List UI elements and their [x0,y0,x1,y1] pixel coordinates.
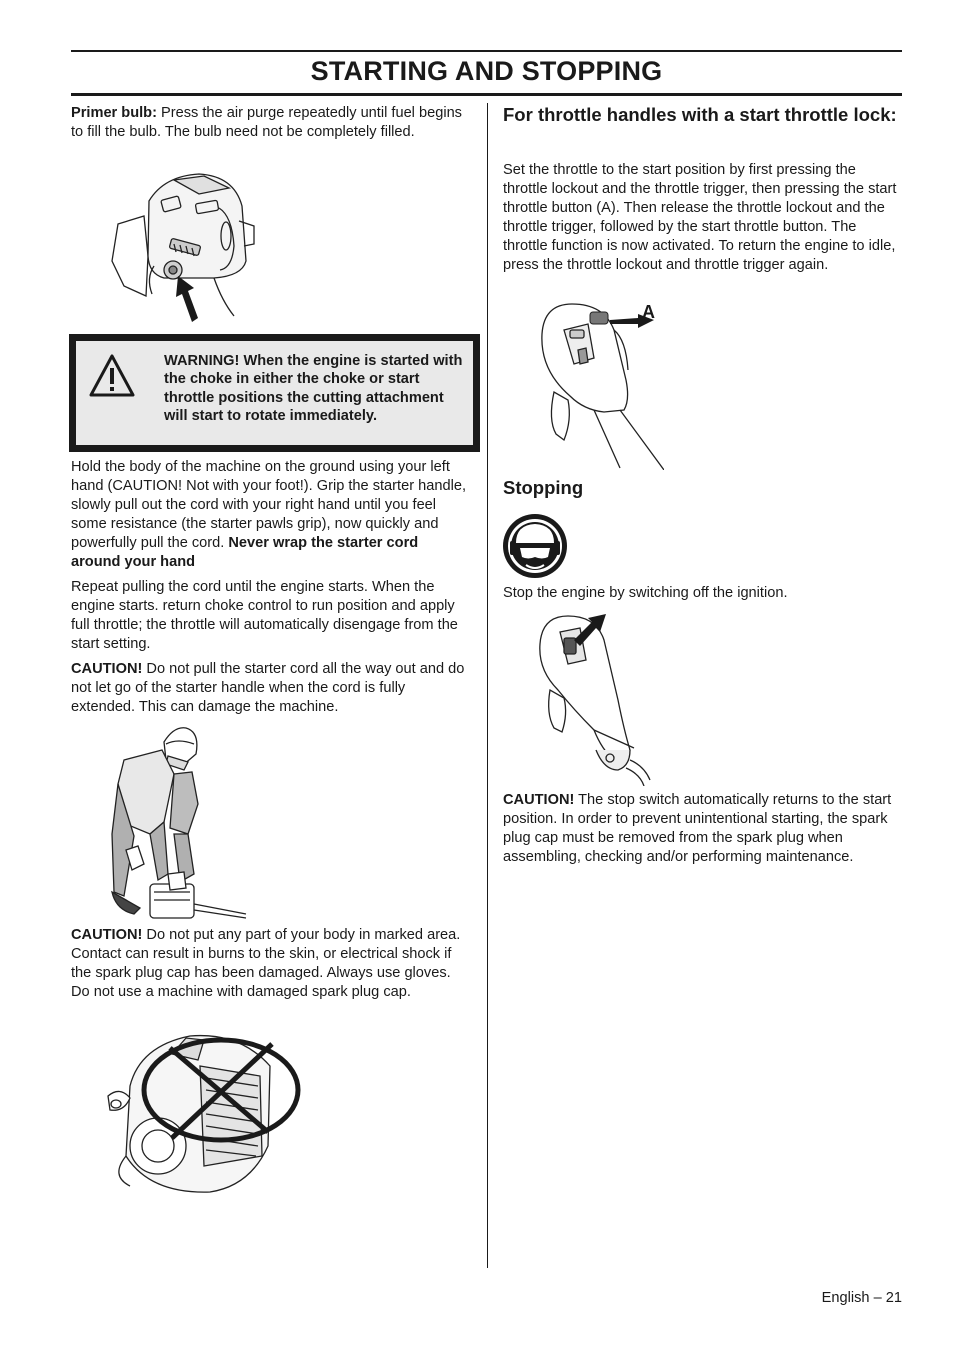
hold-machine-paragraph [71,458,471,571]
hold-machine-text: Hold the body of the machine on the ground using your left hand (CAUTION! Not with your foot!). Grip the starter handle, slowly pull out the cord with your right hand until you feel some resistance (the starter pawls grip), now quickly and powerfully pull the cord. [71,459,467,551]
caution-starter-cord-paragraph [71,660,471,717]
throttle-lock-heading: For throttle handles with a start throttle lock: [503,104,897,125]
hold-machine-bold: Never wrap the starter cord around your hand [71,534,419,570]
caution-spark-plug-paragraph [71,926,471,1002]
caution-label: CAUTION! [71,927,143,943]
stop-switch-illustration [534,610,670,786]
stopping-paragraph: Stop the engine by switching off the ignition. [503,585,788,601]
page-number: English – 21 [821,1290,902,1306]
primer-bulb-text: Press the air purge repeatedly until fuel begins to fill the bulb. The bulb need not be completely filled. [71,105,462,140]
stopping-heading: Stopping [503,477,584,498]
primer-bulb-label: Primer bulb: [71,105,157,121]
throttle-handle-illustration [534,300,664,470]
caution-starter-cord-text: Do not pull the starter cord all the way out and do not let go of the starter handle when the cord is fully extended. This can damage the machine. [71,661,465,715]
repeat-pulling-paragraph: Repeat pulling the cord until the engine starts. When the engine starts. return choke control to run position and apply full throttle; the throttle will automatically disengage from the start setting. [71,579,458,652]
primer-bulb-illustration [104,166,264,324]
caution-label: CAUTION! [71,661,143,677]
warning-triangle-icon [88,353,136,399]
caution-label: CAUTION! [503,792,575,808]
engine-marked-area-illustration [100,1026,302,1196]
starting-posture-illustration [104,724,250,922]
warning-box [69,334,480,452]
warning-text: WARNING! When the engine is started with the choke in either the choke or start throttle positions the cutting attachment will start to rotate immediately. [164,353,463,425]
page-title: STARTING AND STOPPING [310,56,663,86]
label-a: A [642,302,655,322]
primer-bulb-paragraph [71,104,471,142]
caution-stop-switch-text: The stop switch automatically returns to the start position. In order to prevent unintentional starting, the spark plug cap must be removed from the spark plug when assembling, checking and/or performing maintenance. [503,792,892,865]
header-top-rule [71,50,902,52]
protective-gear-icon [502,513,568,579]
caution-stop-switch-paragraph [503,791,903,867]
header-bottom-rule [71,93,902,96]
column-divider [487,103,488,1268]
throttle-lock-paragraph: Set the throttle to the start position by first pressing the throttle lockout and the throttle trigger, then pressing the start throttle button (A). Then release the throttle lockout and the throttle trigger, followed by the start throttle button. The throttle function is now activated. To return the engine to idle, press the throttle lockout and throttle trigger again. [503,162,897,273]
caution-spark-plug-text: Do not put any part of your body in marked area. Contact can result in burns to the skin, or electrical shock if the spark plug cap has been damaged. Always use gloves. Do not use a machine with damaged spark plug cap. [71,927,461,1000]
